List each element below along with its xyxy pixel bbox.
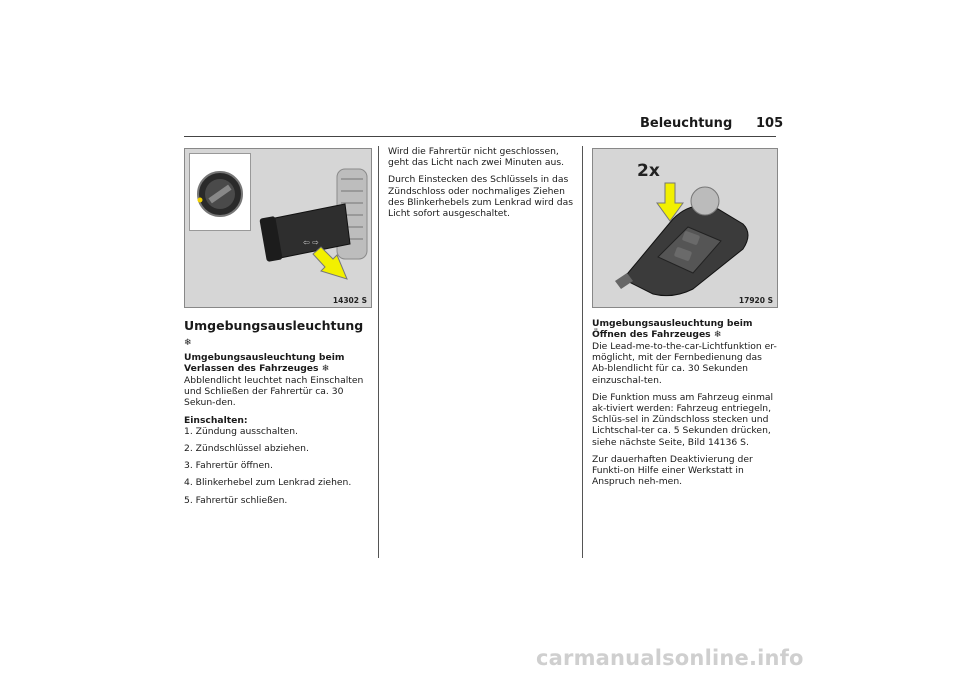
step-item: 4. Blinkerhebel zum Lenkrad ziehen. (184, 477, 352, 489)
step-item: 3. Fahrertür öffnen. (184, 460, 273, 472)
paragraph-switch-off: Durch Einstecken des Schlüssels in das Zündschloss oder nochmaliges Ziehen des Blinkerhebels zum Lenkrad wird das Licht sofort ausgeschaltet. (388, 174, 574, 220)
column-divider-1 (378, 146, 379, 558)
step-item: 5. Fahrertür schließen. (184, 494, 288, 506)
stalk-drawing (255, 159, 371, 299)
watermark-text: carmanualsonline.info (536, 646, 804, 670)
figure-turn-signal-lever (184, 148, 372, 308)
snowflake-icon: ❄ (713, 330, 722, 340)
column-2 (388, 146, 574, 225)
figure-inset-switch (189, 153, 251, 231)
press-twice-callout: 2x (637, 161, 660, 181)
svg-text:⇦ ⇨: ⇦ ⇨ (303, 238, 319, 247)
step-item: 1. Zündung ausschalten. (184, 425, 298, 437)
column-3 (592, 318, 778, 493)
figure-remote-key (592, 148, 778, 308)
paragraph-activation: Die Funktion muss am Fahrzeug einmal ak-tiviert werden: Fahrzeug entriegeln, Schlüs-sel in Zündschloss stecken und Lichtschal-ter ca. 5 Sekunden drücken, siehe nächste Seite, Bild 14136 S. (592, 391, 774, 448)
page-header-title: Beleuchtung (640, 116, 733, 131)
column-divider-2 (582, 146, 583, 558)
header-rule (184, 136, 776, 137)
paragraph-lead-me: Die Lead-me-to-the-car-Lichtfunktion er-möglicht, mit der Fernbedienung das Ab-blendlicht für ca. 30 Sekunden einzuschal-ten. (592, 341, 777, 386)
light-switch-icon (190, 154, 250, 230)
subsection-title-opening: Umgebungsausleuchtung beim Öffnen des Fahrzeuges ❄ (592, 318, 753, 340)
page-number: 105 (756, 116, 784, 131)
step-item: 2. Zündschlüssel abziehen. (184, 443, 309, 455)
snowflake-icon: ❄ (184, 338, 192, 348)
column-1 (184, 318, 374, 512)
snowflake-icon: ❄ (321, 364, 330, 374)
section-title: Umgebungsausleuchtung ❄ (184, 318, 364, 348)
figure-number-right: 17920 S (738, 296, 773, 305)
paragraph-door-open: Wird die Fahrertür nicht geschlossen, geht das Licht nach zwei Minuten aus. (388, 146, 565, 169)
figure-number-left: 14302 S (332, 296, 367, 305)
intro-paragraph: Abblendlicht leuchtet nach Einschalten und Schließen der Fahrertür ca. 30 Sekun-den. (184, 375, 364, 409)
paragraph-deactivation: Zur dauerhaften Deaktivierung der Funkti-on Hilfe einer Werkstatt in Anspruch neh-men. (592, 453, 753, 488)
remote-key-drawing (613, 169, 763, 299)
steps-label: Einschalten: (184, 414, 248, 426)
subsection-title-leaving: Umgebungsausleuchtung beim Verlassen des Fahrzeuges ❄ (184, 352, 345, 374)
